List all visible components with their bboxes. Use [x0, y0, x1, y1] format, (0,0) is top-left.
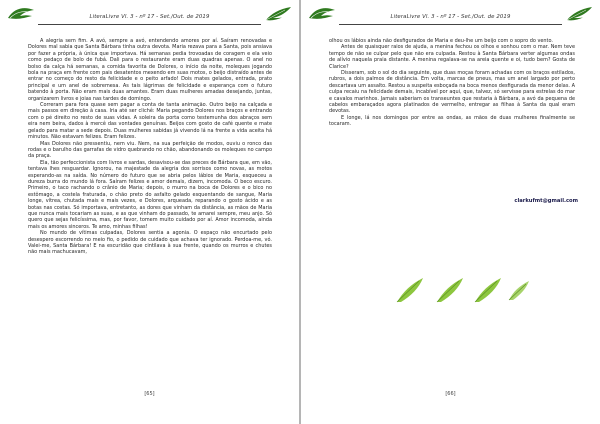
paragraph: E longe, lá nos domingos por entre as ondas, as mãos de duas mulheres finalmente se tocaram. — [329, 114, 575, 128]
quill-icon — [564, 6, 594, 22]
story-text — [329, 38, 575, 128]
quill-feather-icon — [393, 268, 533, 308]
paragraph: No mundo de vítimas culpadas, Dolores sentia a agonia. O espaço não encurtado pelo desespero escorrendo no meio fio, o pedido de cuidado que achava ter ignorado. Perdoa-me, vó. Valei-me, Santa Bárbara! E na escuridão que cintilava à sua frente, quando os murros e chutes não mais machucavam, — [28, 230, 272, 256]
page-number: [66] — [445, 391, 456, 397]
header-rule — [339, 24, 562, 25]
paragraph: Disseram, sob o sol do dia seguinte, que duas moças foram achadas com os braços estilados, rubros, a dois palmos de distância. Em volta, marcas de pneus, mas um anel largado por perto descartava um assalto. Restou a suspeita esboçada na boca menos desfigurada da menor delas. A culpa recaiu na felicidade demais, incabível por aqui, que, talvez, só servisse para estrelas do mar e cavalos marinhos. Jamais saberiam os transeuntes que restaria à Bárbara, a avó da pequena de cabelos embaraçados agora platinados de vermelho, entregar as filhas à Santa da qual eram devotas. — [329, 70, 575, 115]
quill-icon — [263, 6, 293, 22]
paragraph: Correram para fora quase sem pagar a conta de tanta animação. Outro beijo na calçada e mais passos em direção à casa. Iria até ser clichê: Maria pegando Dolores nos braços e entrando com o pé direito no resto de suas vidas. A soleira da porta como testemunha dos abraços sem eira nem beira, dados à mercê das vontades genuínas. Beijos com gosto de café quente e mate gelado para matar a sede depois. Duas mulheres sabidas já vivendo lá na frente a vida aceita há minutos. Não estavam felizes. Eram felizes. — [28, 102, 272, 141]
feather-icon — [475, 278, 501, 302]
paragraph: Antes de quaisquer raios de ajuda, a menina fechou os olhos e sonhou com o mar. Nem teve tempo de não se culpar pelo que não era culpada. Restou à Santa Bárbara verter algumas ondas de alívio naquela praia distante. A menina regalava-se na areia quente e oi, tudo bem? Gosta de Clarice? — [329, 44, 575, 70]
story-text — [28, 38, 272, 256]
author-email: clarkufmt@gmail.com — [514, 198, 578, 204]
page-header — [301, 6, 600, 28]
feather-icon — [509, 281, 529, 300]
left-page — [0, 0, 299, 424]
magazine-title: LiteraLivre Vl. 3 - nº 17 - Set./Out. de 2019 — [89, 14, 210, 20]
paragraph: A alegria sem fim. A avó, sempre a avó, entendendo amores por aí. Saíram renovadas e Dolores mal sabia que Santa Bárbara tinha outra devota. Maria rezava para a Santa, pois ansiava por fazer a própria, à única que importava. Há semanas pedia trovoadas de coragem e ela veio como pedaço de bolo de fubá. Dali para o restaurante eram duas quadras apenas. O anel no bolso da calça há semanas, a comida favorita de Dolores, o início da noite, moleques jogando bola na praça em frente com pais desatentos mexendo em suas motos, o beijo distraído antes de entrar no começo do resto da felicidade e o peito arfado! Dois mates gelados, entrada, prato principal e um anel de sobremesa. As tais lágrimas de felicidade e esperança com o futuro batendo à porta. Não eram mais duas amantes. Eram duas mulheres amadas desejando, juntas, organizarem livros e joias nas tardes de domingo. — [28, 38, 272, 102]
paragraph: Ela, tão perfeccionista com livros e sardas, desavisou-se das preces de Bárbara que, em vão, tentava lhes resguardar. Ignorou, na majestade da alegria dos sorrisos como novas, as motos esperando-as na saída. No número do futuro que se abria pelos lábios de Maria, esqueceu a dureza burra do mundo lá fora. Saíram felizes e amor demais, dizem, incomoda. O beco escuro. Primeiro, o taco rachando o crânio de Maria; depois, o murro na boca de Dolores e o bico no estômago, a costela fraturada, o chão preto do asfalto gelado esquentando de sangue, Maria longe, vítrea, chutada mais e mais vezes, e Dolores, arqueada, reparando o gosto ácido e as botas nas costas. Só importava, entretanto, as dores que vinham da distância, as mãos de Maria que nunca mais tocariam as suas, e as que vinham do passado, te amarei sempre, meu anjo. Só quero que sejas felicíssima, mas, por favor, tomem muito cuidado por aí. Amor incomoda, ainda mais os amores sinceros. Te amo, minhas filhas! — [28, 159, 272, 230]
right-page — [301, 0, 600, 424]
header-rule — [38, 24, 261, 25]
page-header — [0, 6, 299, 28]
magazine-title: LiteraLivre Vl. 3 - nº 17 - Set./Out. de 2019 — [390, 14, 511, 20]
feather-icon — [397, 278, 423, 302]
paragraph: Mas Dolores não pressentiu, nem viu. Nem, na sua perfeição de modos, ouviu o ronco das rodas e o barulho das garrafas de vidro quebrando no chão, abandonando os moleques no campo da praça. — [28, 140, 272, 160]
page-number: [65] — [144, 391, 155, 397]
paragraph: olhou os lábios ainda não desfigurados de Maria e deu-lhe um beijo com o sopro do vento. — [329, 38, 553, 44]
feather-icon — [437, 278, 463, 302]
